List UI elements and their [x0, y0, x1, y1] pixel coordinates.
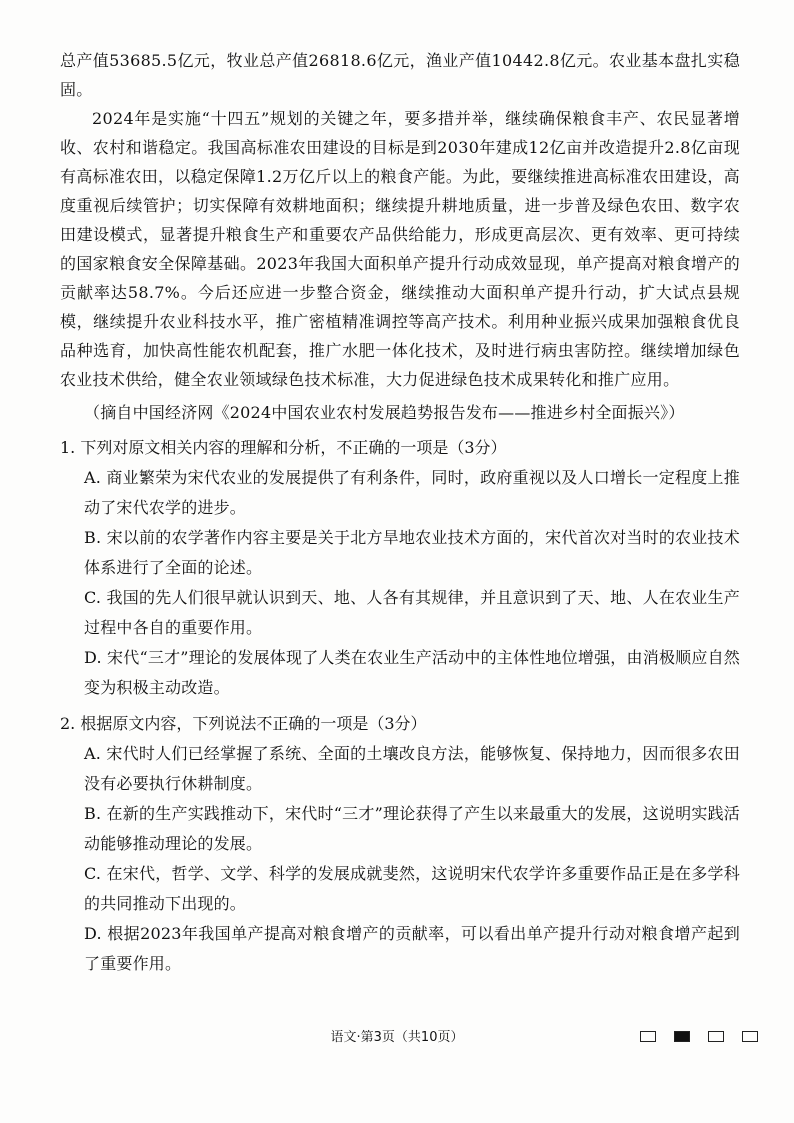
option-b: B. 在新的生产实践推动下，宋代时“三才”理论获得了产生以来最重大的发展，这说明实践活动能够推动理论的发展。: [84, 804, 740, 853]
passage-source: （摘自中国经济网《2024中国农业农村发展趋势报告发布——推进乡村全面振兴》）: [84, 403, 685, 422]
empty-box-icon: [742, 1031, 758, 1042]
passage-paragraph: 2024年是实施“十四五”规划的关键之年，要多措并举，继续确保粮食丰产、农民显著增收、农村和谐稳定。我国高标准农田建设的目标是到2030年建成12亿亩并改造提升2.8亿亩现有高标准农田，以稳定保障1.2万亿斤以上的粮食产能。为此，要继续推进高标准农田建设，高度重视后续管护；切实保障有效耕地面积；继续提升耕地质量，进一步普及绿色农田、数字农田建设模式，显著提升粮食生产和重要农产品供给能力，形成更高层次、更有效率、更可持续的国家粮食安全保障基础。2023年我国大面积单产提升行动成效显现，单产提高对粮食增产的贡献率达58.7%。今后还应进一步整合资金，继续推动大面积单产提升行动，扩大试点县规模，继续提升农业科技水平，推广密植精准调控等高产技术。利用种业振兴成果加强粮食优良品种选育，加快高性能农机配套，推广水肥一体化技术，及时进行病虫害防控。继续增加绿色农业技术供给，健全农业领域绿色技术标准，大力促进绿色技术成果转化和推广应用。: [60, 109, 740, 389]
option-a: A. 宋代时人们已经掌握了系统、全面的土壤改良方法，能够恢复、保持地力，因而很多农田没有必要执行休耕制度。: [84, 744, 740, 793]
empty-box-icon: [708, 1031, 724, 1042]
page-footer: [0, 1028, 794, 1048]
empty-box-icon: [640, 1031, 656, 1042]
filled-box-icon: [674, 1031, 690, 1042]
option-b: B. 宋以前的农学著作内容主要是关于北方旱地农业技术方面的，宋代首次对当时的农业技术体系进行了全面的论述。: [84, 528, 740, 577]
option-a: A. 商业繁荣为宋代农业的发展提供了有利条件，同时，政府重视以及人口增长一定程度上推动了宋代农学的进步。: [84, 468, 740, 517]
page-content: [60, 46, 740, 979]
option-c: C. 在宋代，哲学、文学、科学的发展成就斐然，这说明宋代农学许多重要作品正是在多学科的共同推动下出现的。: [84, 864, 740, 913]
question-stem: 1. 下列对原文相关内容的理解和分析，不正确的一项是（3分）: [60, 438, 507, 457]
option-d: D. 宋代“三才”理论的发展体现了人类在农业生产活动中的主体性地位增强，由消极顺应自然变为积极主动改造。: [84, 648, 740, 697]
option-c: C. 我国的先人们很早就认识到天、地、人各有其规律，并且意识到了天、地、人在农业生产过程中各自的重要作用。: [84, 588, 740, 637]
option-d: D. 根据2023年我国单产提高对粮食增产的贡献率，可以看出单产提升行动对粮食增产起到了重要作用。: [84, 924, 740, 973]
question-2: [60, 709, 740, 979]
registration-marks: [640, 1031, 760, 1045]
page-number: 语文·第3页（共10页）: [330, 1030, 464, 1045]
question-stem: 2. 根据原文内容，下列说法不正确的一项是（3分）: [60, 714, 427, 733]
passage-paragraph-continued: 总产值53685.5亿元，牧业总产值26818.6亿元，渔业产值10442.8亿元。农业基本盘扎实稳固。: [60, 51, 740, 99]
question-1: [60, 433, 740, 703]
